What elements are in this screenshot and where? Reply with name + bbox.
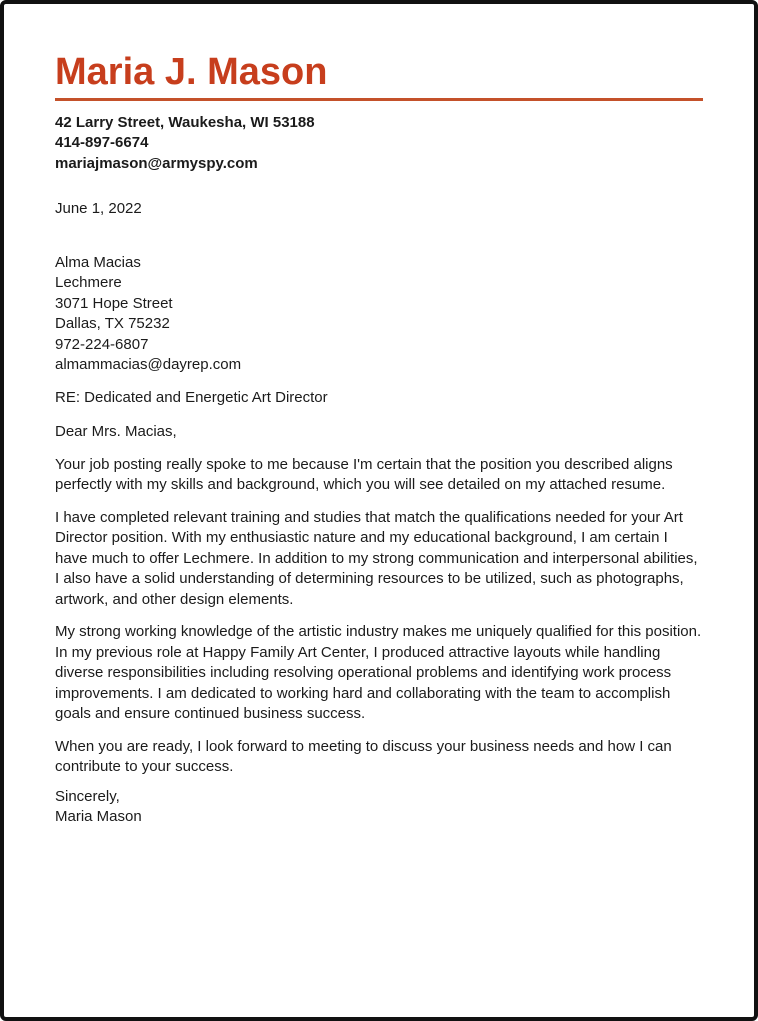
closing-phrase: Sincerely, [55, 787, 120, 805]
sender-name-heading: Maria J. Mason [55, 51, 328, 93]
subject-line: RE: Dedicated and Energetic Art Director [55, 388, 328, 406]
recipient-street: 3071 Hope Street [55, 294, 173, 312]
recipient-block [55, 253, 703, 376]
letter-content [4, 4, 754, 828]
recipient-email: almammacias@dayrep.com [55, 356, 242, 374]
accent-divider [55, 98, 703, 101]
body-paragraph-4: When you are ready, I look forward to meeting to discuss your business needs and how I can contribute to your success. [55, 737, 672, 776]
recipient-city: Dallas, TX 75232 [55, 315, 170, 333]
letter-date: June 1, 2022 [55, 200, 142, 218]
sender-address: 42 Larry Street, Waukesha, WI 53188 [55, 113, 315, 131]
sender-contact-block [55, 113, 703, 175]
recipient-name: Alma Macias [55, 253, 141, 271]
recipient-company: Lechmere [55, 274, 122, 292]
sender-phone: 414-897-6674 [55, 134, 149, 152]
sender-email: mariajmason@armyspy.com [55, 154, 258, 172]
body-paragraph-3: My strong working knowledge of the artistic industry makes me uniquely qualified for this position. In my previous role at Happy Family Art Center, I produced attractive layouts while handling diverse responsibilities including resolving operational problems and identifying work process improvements. I am dedicated to working hard and collaborating with the team to accomplish goals and ensure continued business success. [55, 623, 702, 723]
body-paragraph-2: I have completed relevant training and studies that match the qualifications needed for your Art Director position. With my enthusiastic nature and my educational background, I am certain I have much to offer Lechmere. In addition to my strong communication and interpersonal abilities, I also have a solid understanding of determining resources to be utilized, such as photographs, artwork, and other design elements. [55, 508, 698, 608]
closing-block [55, 787, 703, 828]
salutation: Dear Mrs. Macias, [55, 423, 177, 441]
signature-name: Maria Mason [55, 808, 142, 826]
body-paragraph-1: Your job posting really spoke to me because I'm certain that the position you described aligns perfectly with my skills and background, which you will see detailed on my attached resume. [55, 455, 673, 494]
recipient-phone: 972-224-6807 [55, 335, 149, 353]
